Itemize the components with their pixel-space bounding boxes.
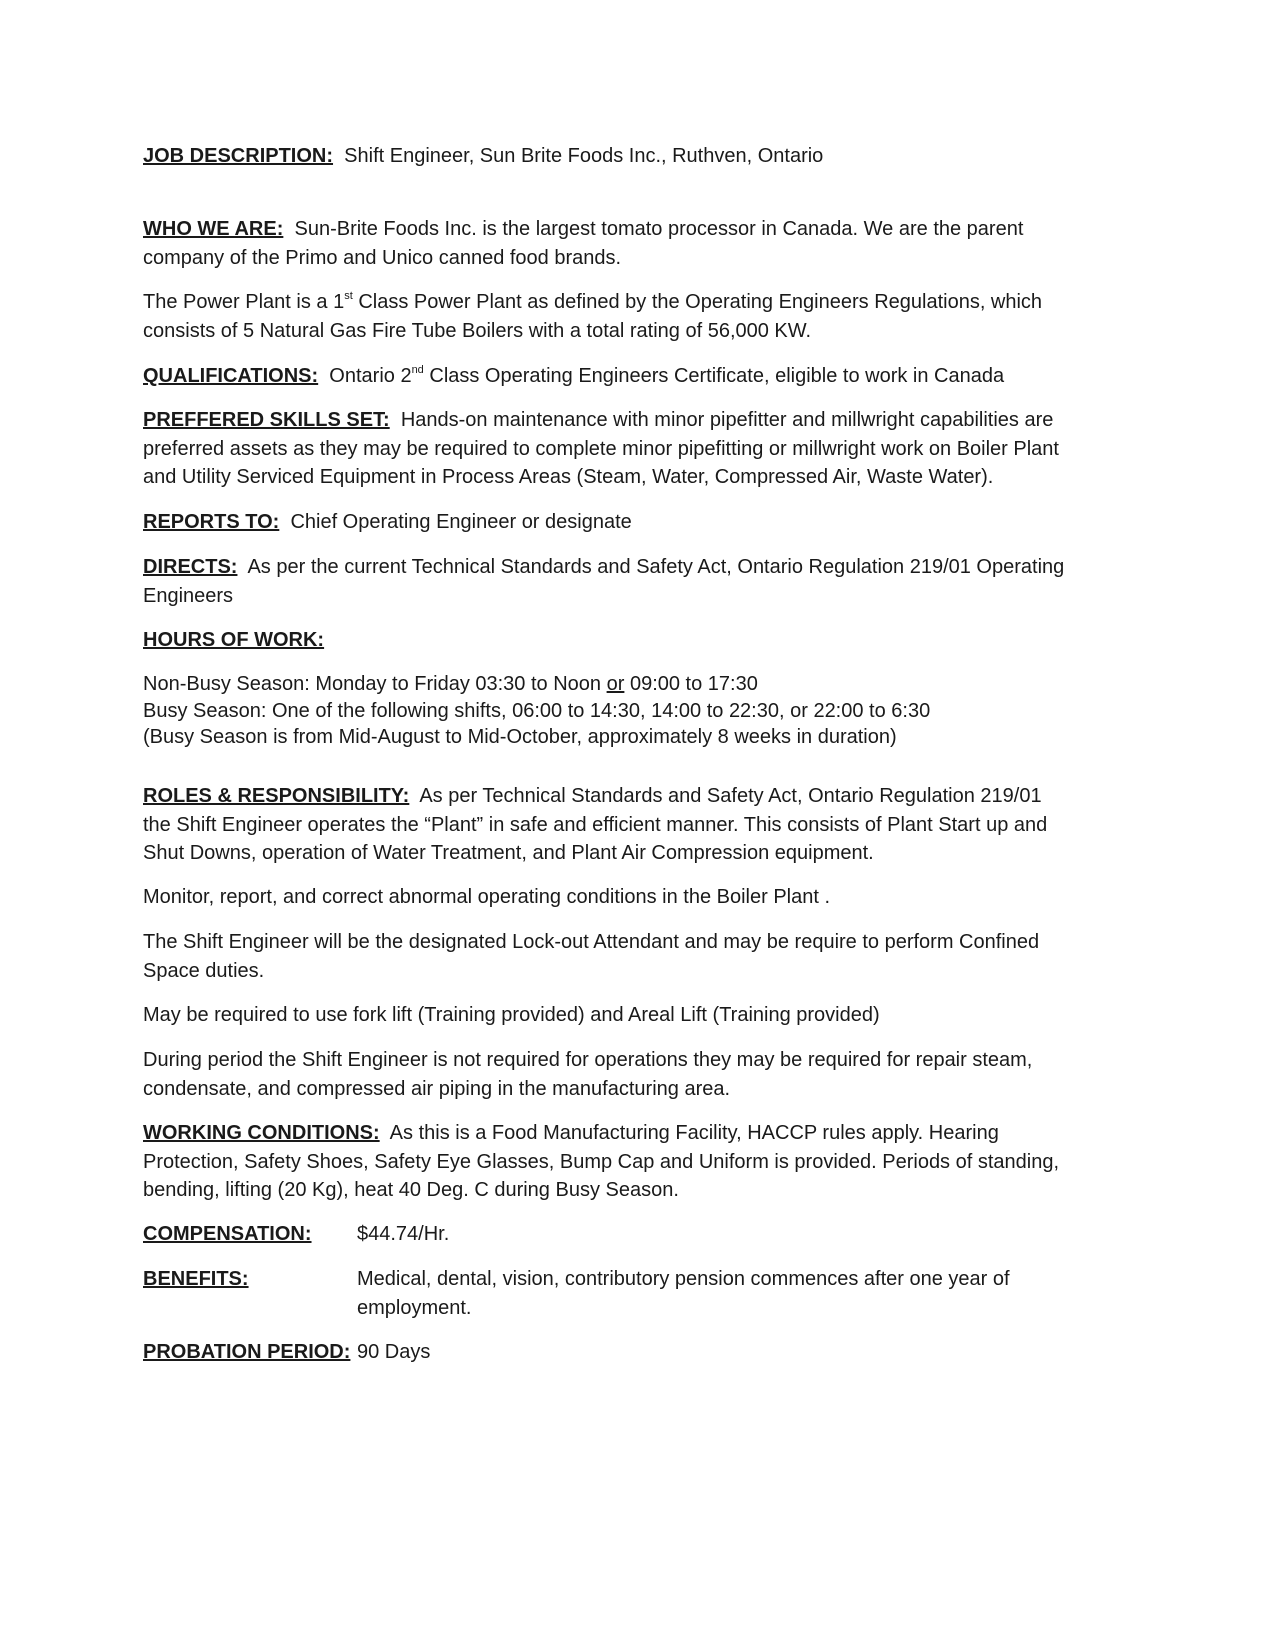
hours-non-busy-pre: Non-Busy Season: Monday to Friday 03:30 to Noon <box>143 673 607 695</box>
hours-non-busy-or: or <box>606 673 625 695</box>
reports-to-paragraph <box>143 508 1073 537</box>
qualifications-superscript: nd <box>411 364 424 376</box>
power-plant-text-post: Class Power Plant as defined by the Operating Engineers Regulations, which consists of 5 Natural Gas Fire Tube Boilers with a total rating of 56,000 KW. <box>143 291 1043 342</box>
benefits-value: Medical, dental, vision, contributory pension commences after one year of employment. <box>357 1268 1010 1319</box>
preferred-skills-paragraph <box>143 406 1073 492</box>
job-description-paragraph <box>143 142 1073 171</box>
reports-to-text: Chief Operating Engineer or designate <box>290 511 632 533</box>
power-plant-paragraph <box>143 288 1073 345</box>
who-we-are-paragraph <box>143 215 1073 272</box>
compensation-value: $44.74/Hr. <box>357 1223 450 1245</box>
job-description-label: JOB DESCRIPTION: <box>143 145 334 167</box>
preferred-skills-text: Hands-on maintenance with minor pipefitter and millwright capabilities are preferred assets as they may be required to complete minor pipefitting or millwright work on Boiler Plant and Utility Serviced Equipment in Process Areas (Steam, Water, Compressed Air, Waste Water). <box>143 409 1059 488</box>
qualifications-text-pre: Ontario 2 <box>329 365 412 387</box>
qualifications-paragraph <box>143 362 1073 391</box>
hours-of-work-schedule <box>143 671 1073 751</box>
working-conditions-label: WORKING CONDITIONS: <box>143 1122 380 1144</box>
directs-paragraph <box>143 553 1073 610</box>
roles-monitor-paragraph: Monitor, report, and correct abnormal operating conditions in the Boiler Plant . <box>143 886 831 908</box>
who-we-are-label: WHO WE ARE: <box>143 218 284 240</box>
roles-repair-paragraph: During period the Shift Engineer is not required for operations they may be required for repair steam, condensate, and compressed air piping in the manufacturing area. <box>143 1049 1033 1100</box>
roles-paragraph <box>143 782 1073 868</box>
qualifications-label: QUALIFICATIONS: <box>143 365 319 387</box>
working-conditions-paragraph <box>143 1119 1073 1205</box>
probation-value: 90 Days <box>357 1341 431 1363</box>
hours-of-work-label: HOURS OF WORK: <box>143 629 325 651</box>
reports-to-label: REPORTS TO: <box>143 511 280 533</box>
roles-label: ROLES & RESPONSIBILITY: <box>143 785 410 807</box>
preferred-skills-label: PREFFERED SKILLS SET: <box>143 409 390 431</box>
compensation-label: COMPENSATION: <box>143 1223 312 1245</box>
hours-of-work-heading <box>143 626 1073 655</box>
benefits-label: BENEFITS: <box>143 1268 249 1290</box>
job-description-text: Shift Engineer, Sun Brite Foods Inc., Ruthven, Ontario <box>344 145 824 167</box>
roles-lockout-paragraph: The Shift Engineer will be the designated Lock-out Attendant and may be require to perform Confined Space duties. <box>143 931 1040 982</box>
power-plant-text-pre: The Power Plant is a 1 <box>143 291 345 313</box>
power-plant-superscript: st <box>344 290 353 302</box>
hours-busy-line: Busy Season: One of the following shifts, 06:00 to 14:30, 14:00 to 22:30, or 22:00 to 6:30 <box>143 699 931 722</box>
hours-non-busy-post: 09:00 to 17:30 <box>624 673 758 695</box>
roles-lift-paragraph: May be required to use fork lift (Training provided) and Areal Lift (Training provided) <box>143 1004 880 1026</box>
who-we-are-text: Sun-Brite Foods Inc. is the largest tomato processor in Canada. We are the parent company of the Primo and Unico canned food brands. <box>143 218 1024 269</box>
directs-label: DIRECTS: <box>143 556 238 578</box>
hours-non-busy-line <box>143 671 1073 698</box>
hours-busy-season-note: (Busy Season is from Mid-August to Mid-October, approximately 8 weeks in duration) <box>143 726 897 748</box>
working-conditions-text: As this is a Food Manufacturing Facility, HACCP rules apply. Hearing Protection, Safety Shoes, Safety Eye Glasses, Bump Cap and Uniform is provided. Periods of standing, bending, lifting (20 Kg), heat 40 Deg. C during Busy Season. <box>143 1122 1060 1201</box>
directs-text: As per the current Technical Standards and Safety Act, Ontario Regulation 219/01 Operating Engineers <box>143 556 1065 607</box>
qualifications-text-post: Class Operating Engineers Certificate, eligible to work in Canada <box>423 365 1005 387</box>
roles-text: As per Technical Standards and Safety Act, Ontario Regulation 219/01 the Shift Engineer operates the “Plant” in safe and efficient manner. This consists of Plant Start up and Shut Downs, operation of Water Treatment, and Plant Air Compression equipment. <box>143 785 1048 864</box>
probation-label: PROBATION PERIOD: <box>143 1341 351 1363</box>
